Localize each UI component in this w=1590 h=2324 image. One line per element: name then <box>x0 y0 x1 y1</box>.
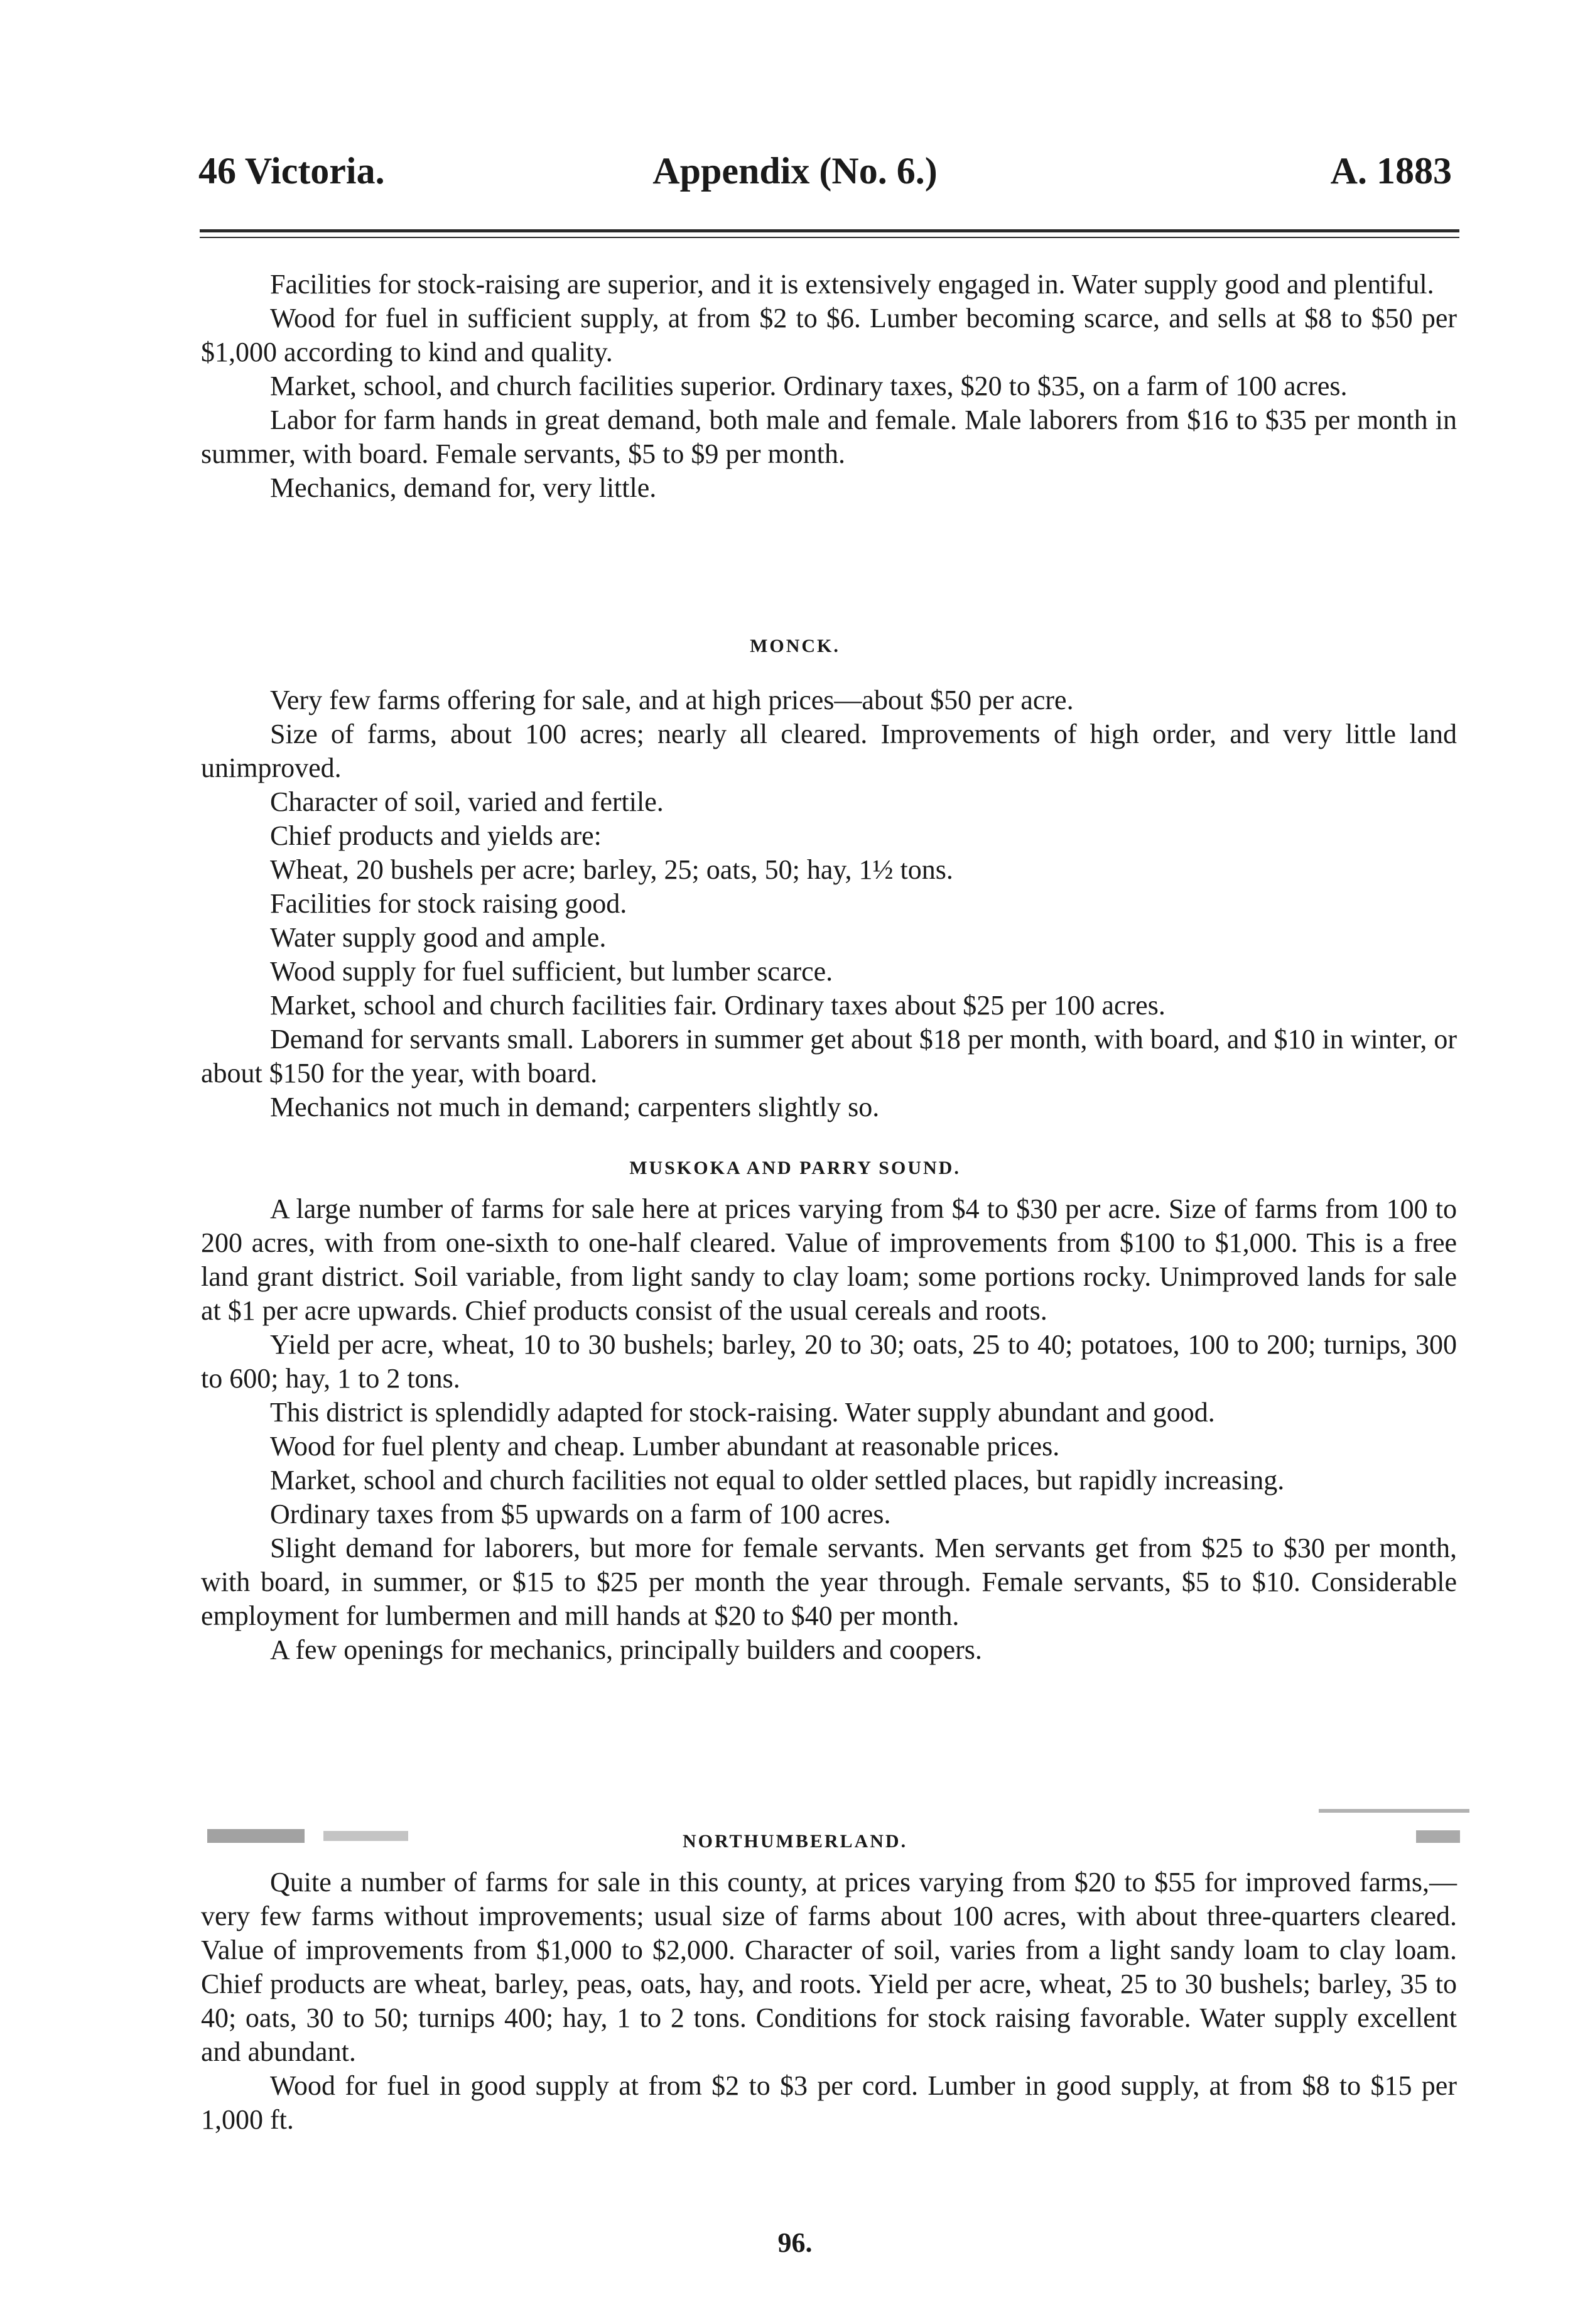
paragraph: Mechanics not much in demand; carpenters slightly so. <box>270 1092 880 1122</box>
paragraph: A few openings for mechanics, principally builders and coopers. <box>270 1634 982 1665</box>
page-number: 96. <box>777 2227 813 2258</box>
header-rule-thin <box>200 237 1459 238</box>
paragraph: Wood supply for fuel sufficient, but lumber scarce. <box>270 956 833 987</box>
heading-muskoka-parry-sound: MUSKOKA AND PARRY SOUND. <box>629 1158 961 1178</box>
paragraph: Very few farms offering for sale, and at high prices—about $50 per acre. <box>270 685 1074 715</box>
paragraph: Demand for servants small. Laborers in summer get about $18 per month, with board, and $10 in winter, or about $150 for the year, with board. <box>201 1024 1457 1089</box>
paragraph: Market, school, and church facilities superior. Ordinary taxes, $20 to $35, on a farm of 100 acres. <box>270 371 1348 401</box>
header-left: 46 Victoria. <box>198 150 385 192</box>
paragraph: Quite a number of farms for sale in this county, at prices varying from $20 to $55 for improved farms,—very few farms without improvements; usual size of farms about 100 acres, with about three-quarters cleared. Value of improvements from $1,000 to $2,000. Character of soil, varies from a light sandy loam to clay loam. Chief products are wheat, barley, peas, oats, hay, and roots. Yield per acre, wheat, 25 to 30 bushels; barley, 35 to 40; oats, 30 to 50; turnips 400; hay, 1 to 2 tons. Conditions for stock raising favorable. Water supply excellent and abundant. <box>201 1867 1457 2067</box>
paragraph: Chief products and yields are: <box>270 820 602 851</box>
paragraph: Market, school and church facilities fair. Ordinary taxes about $25 per 100 acres. <box>270 990 1165 1021</box>
paragraph: Character of soil, varied and fertile. <box>270 786 664 817</box>
paragraph: Facilities for stock-raising are superior, and it is extensively engaged in. Water supply good and plentiful. <box>270 269 1434 300</box>
header-rule-thick <box>200 229 1459 232</box>
header-center: Appendix (No. 6.) <box>652 150 938 192</box>
paragraph: Wood for fuel in sufficient supply, at from $2 to $6. Lumber becoming scarce, and sells at $8 to $50 per $1,000 according to kind and quality. <box>201 303 1457 367</box>
paragraph: Wood for fuel plenty and cheap. Lumber abundant at reasonable prices. <box>270 1431 1060 1462</box>
paragraph: Wheat, 20 bushels per acre; barley, 25; oats, 50; hay, 1½ tons. <box>270 854 953 885</box>
section-intro <box>201 268 1457 505</box>
section-northumberland <box>201 1865 1457 2137</box>
paragraph: Slight demand for laborers, but more for female servants. Men servants get from $25 to $30 per month, with board, in summer, or $15 to $25 per month the year through. Female servants, $5 to $10. Considerable employment for lumbermen and mill hands at $20 to $40 per month. <box>201 1533 1457 1631</box>
paragraph: Wood for fuel in good supply at from $2 to $3 per cord. Lumber in good supply, at from $8 to $15 per 1,000 ft. <box>201 2070 1457 2135</box>
paragraph: Ordinary taxes from $5 upwards on a farm of 100 acres. <box>270 1499 891 1529</box>
heading-monck: MONCK. <box>750 636 840 656</box>
paragraph: Yield per acre, wheat, 10 to 30 bushels; barley, 20 to 30; oats, 25 to 40; potatoes, 100 to 200; turnips, 300 to 600; hay, 1 to 2 tons. <box>201 1329 1457 1394</box>
paragraph: Facilities for stock raising good. <box>270 888 627 919</box>
paragraph: Market, school and church facilities not equal to older settled places, but rapidly increasing. <box>270 1465 1285 1496</box>
paragraph: Water supply good and ample. <box>270 922 607 953</box>
section-monck <box>201 683 1457 1124</box>
scan-smudge <box>1319 1809 1469 1813</box>
heading-northumberland: NORTHUMBERLAND. <box>682 1831 908 1852</box>
paragraph: Labor for farm hands in great demand, both male and female. Male laborers from $16 to $35 per month in summer, with board. Female servants, $5 to $9 per month. <box>201 405 1457 469</box>
paragraph: A large number of farms for sale here at prices varying from $4 to $30 per acre. Size of farms from 100 to 200 acres, with from one-sixth to one-half cleared. Value of improvements from $100 to $1,000. This is a free land grant district. Soil variable, from light sandy to clay loam; some portions rocky. Unimproved lands for sale at $1 per acre upwards. Chief products consist of the usual cereals and roots. <box>201 1193 1457 1326</box>
paragraph: Mechanics, demand for, very little. <box>270 472 657 503</box>
paragraph: This district is splendidly adapted for stock-raising. Water supply abundant and good. <box>270 1397 1215 1428</box>
header-right: A. 1883 <box>1330 150 1452 192</box>
section-muskoka <box>201 1192 1457 1667</box>
paragraph: Size of farms, about 100 acres; nearly all cleared. Improvements of high order, and very little land unimproved. <box>201 719 1457 783</box>
